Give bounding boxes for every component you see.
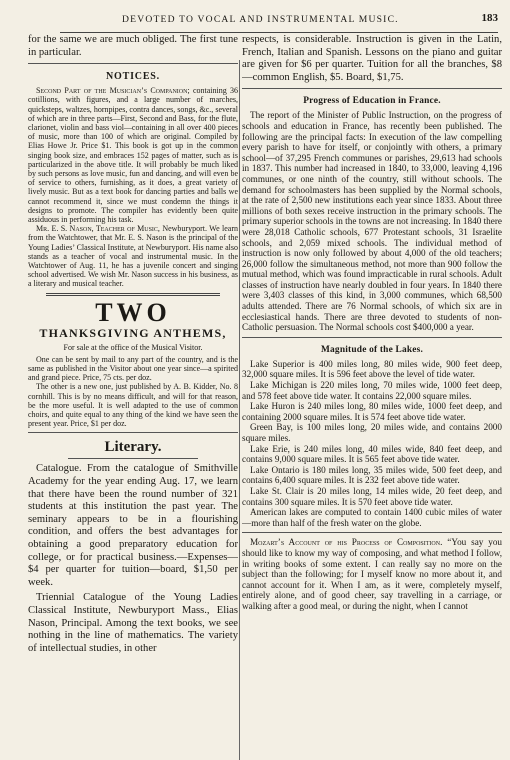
notice-musicians-companion [28, 86, 238, 224]
notice2-lead: Mr. E. S. Nason, Teacher of Music, [36, 224, 160, 234]
page-number: 183 [481, 12, 498, 24]
section-rule [28, 432, 238, 433]
section-rule [242, 88, 502, 89]
lake-entry: American lakes are computed to contain 1400 cubic miles of water—more than half of the fresh water on the globe. [242, 507, 502, 528]
lake-entry: Lake Michigan is 220 miles long, 70 miles wide, 1000 feet deep, and 578 feet above tide water. It contains 22,000 square miles. [242, 380, 502, 401]
lake-entry: Green Bay, is 100 miles long, 20 miles wide, and contains 2000 square miles. [242, 422, 502, 443]
lake-entry: Lake Erie, is 240 miles long, 40 miles wide, 840 feet deep, and contains 9,000 square miles. It is 565 feet above tide water. [242, 443, 502, 465]
section-rule [68, 458, 198, 459]
notice1-lead: Second Part of the Musician’s Companion; [36, 86, 190, 96]
anthems-paragraph-2: The other is a new one, just published by A. B. Kidder, No. 8 cornhill. This is by no means difficult, and will for that reason, be the more useful. It is well adapted to the use of common choirs, and quite equal to any thing of the kind we have seen the present year. Price, $1 per doz. [28, 382, 238, 429]
lakes-heading: Magnitude of the Lakes. [321, 344, 423, 355]
notice-nason [28, 224, 238, 288]
double-rule [46, 293, 220, 296]
lake-entry: Lake Superior is 400 miles long, 80 miles wide, 900 feet deep, 32,000 square miles. It is 596 feet above the level of tide water. [242, 358, 502, 380]
notices-heading: NOTICES. [106, 71, 160, 83]
anthems-sale-line: For sale at the office of the Musical Visitor. [63, 342, 203, 352]
notice1-body: containing 36 cotillions, with figures, and a large number of marches, quicksteps, waltzes, hornpipes, contra dances, songs, &c., several of which are in three parts—First, Second and Bass, for the flute, clarionet, violin and bass viol—containing in all over 400 pieces of music, more than 100 of which are original. Compiled by Elias Howe Jr. Price $1. This book is got up in the common singing book size, and embraces 152 pages of matter, such as is particularized in the above title. It will probably be much liked by such persons as love music, fun and dancing, and will even be of service to others, furnishing, as it does, a great variety of lively music. But as a text book for dancing parties and balls we cannot recommend it, since we must condemn the things it designs to promote. The compiler has evidently been quite assiduous in performing his task. [28, 86, 238, 225]
anthems-subheading: THANKSGIVING ANTHEMS, [39, 325, 227, 340]
left-column [28, 34, 238, 759]
section-rule [28, 63, 238, 64]
lake-entry: Lake Huron is 240 miles long, 80 miles wide, 1000 feet deep, and containing 2000 square miles. It is 574 feet above tide water. [242, 401, 502, 422]
anthems-heading: TWO [95, 297, 171, 327]
france-heading: Progress of Education in France. [303, 96, 441, 107]
lake-entry: Lake Ontario is 180 miles long, 35 miles wide, 500 feet deep, and contains 6,400 square miles. It is 232 feet above tide water. [242, 464, 502, 486]
intro-paragraph: for the same we are much obliged. The first tune in particular. [28, 34, 238, 58]
mozart-paragraph [242, 537, 502, 611]
running-title: DEVOTED TO VOCAL AND INSTRUMENTAL MUSIC. [122, 14, 399, 25]
section-rule [242, 337, 502, 338]
mozart-lead: Mozart’s Account of his Process of Composition. [250, 537, 443, 548]
header-rule [60, 32, 498, 33]
mozart-body: “You say you should like to know my way of composing, and what method I follow, in writing books of some extent. I can really say no more on the subject than the following; for I myself know no more about it, and cannot account for it. When I am, as it were, completely myself, entirely alone, and of good cheer, say travelling in a carriage, or walking after a good meal, or during the night, when I cannot [242, 537, 502, 611]
literary-paragraph-1: Catalogue. From the catalogue of Smithville Academy for the year ending Aug. 17, we learn that there have been the round number of 321 students at this institution the past year. The seminary appears to be in a flourishing condition, and offers the best advantages for obtaining a good preparatory education for college, or for practical business.—Expenses—$4 per quarter for tuition—board, $1,50 per week. [28, 463, 238, 588]
france-paragraph: The report of the Minister of Public Instruction, on the progress of schools and education in France, has recently been published. The following are the principal facts: In execution of the law compelling every parish to have for itself, or conjointly with others, a primary school—of 37,295 French communes or parishes, 29,613 had schools in 1837. This number had increased in 1840, to 33,000, leaving 4,196 communes, or one ninth of the country, still without schools. The demand for schoolmasters has been supplied by the Normal schools, at the rate of 2,500 new institutions each year since 1833. About three millions of both sexes receive instruction in the primary schools. The primary superior schools in the towns are not increasing. In 1840 there were 28,018 Catholic schools, 677 Protestant schools, 31 Israelite schools, and 2,059 mixed schools. The individual method of instruction is now only followed by about 4,000 of the old teachers; 26,000 follow the simultaneous method, not more than 900 follow the mutual method, which was found impracticable in rural schools. Adult classes of instruction have nearly doubled in four years. In 1840 there were 3,403 classes of this kind, in 3,000 communes, which 68,500 adults attended. There are 76 Normal schools, of which six are in ecclesiastical hands. There are three devoted to students of non-Catholic persuasion. The Normal schools cost $400,000 a year. [242, 110, 502, 333]
continuation-paragraph: respects, is considerable. Instruction is given in the Latin, French, Italian and Spanish. Lessons on the piano and guitar are given for $6 per quarter. Tuition for all the branches, $8—common English, $5. Board, $1,75. [242, 34, 502, 83]
section-rule [242, 532, 502, 533]
running-header [22, 14, 498, 30]
literary-heading: Literary. [104, 439, 162, 456]
anthems-paragraph-1: One can be sent by mail to any part of the country, and is the same as published in the Visitor about one year since—a spirited and grand piece. Price, 75 cts. per doz. [28, 354, 238, 383]
column-divider [239, 60, 240, 760]
notice2-body: Newburyport. We learn from the Watchtower, that Mr. E. S. Nason is the principal of the Young Ladies’ Classical Institute, at Newburyport. His name also stands as a teacher of vocal and instrumental music. In the Watchtower of Aug. 11, he has a juvenile concert and singing school advertised. We wish Mr. Nason success in his business, as a literary and musical teacher. [28, 224, 238, 289]
right-column [242, 34, 502, 759]
literary-paragraph-2: Triennial Catalogue of the Young Ladies Classical Institute, Newburyport Mass., Elias Nason, Principal. Among the text books, we see nothing in the line of mathematics. The variety of intellectual studies, in other [28, 592, 238, 654]
lake-entry: Lake St. Clair is 20 miles long, 14 miles wide, 20 feet deep, and contains 300 square miles. It is 570 feet above tide water. [242, 485, 502, 507]
